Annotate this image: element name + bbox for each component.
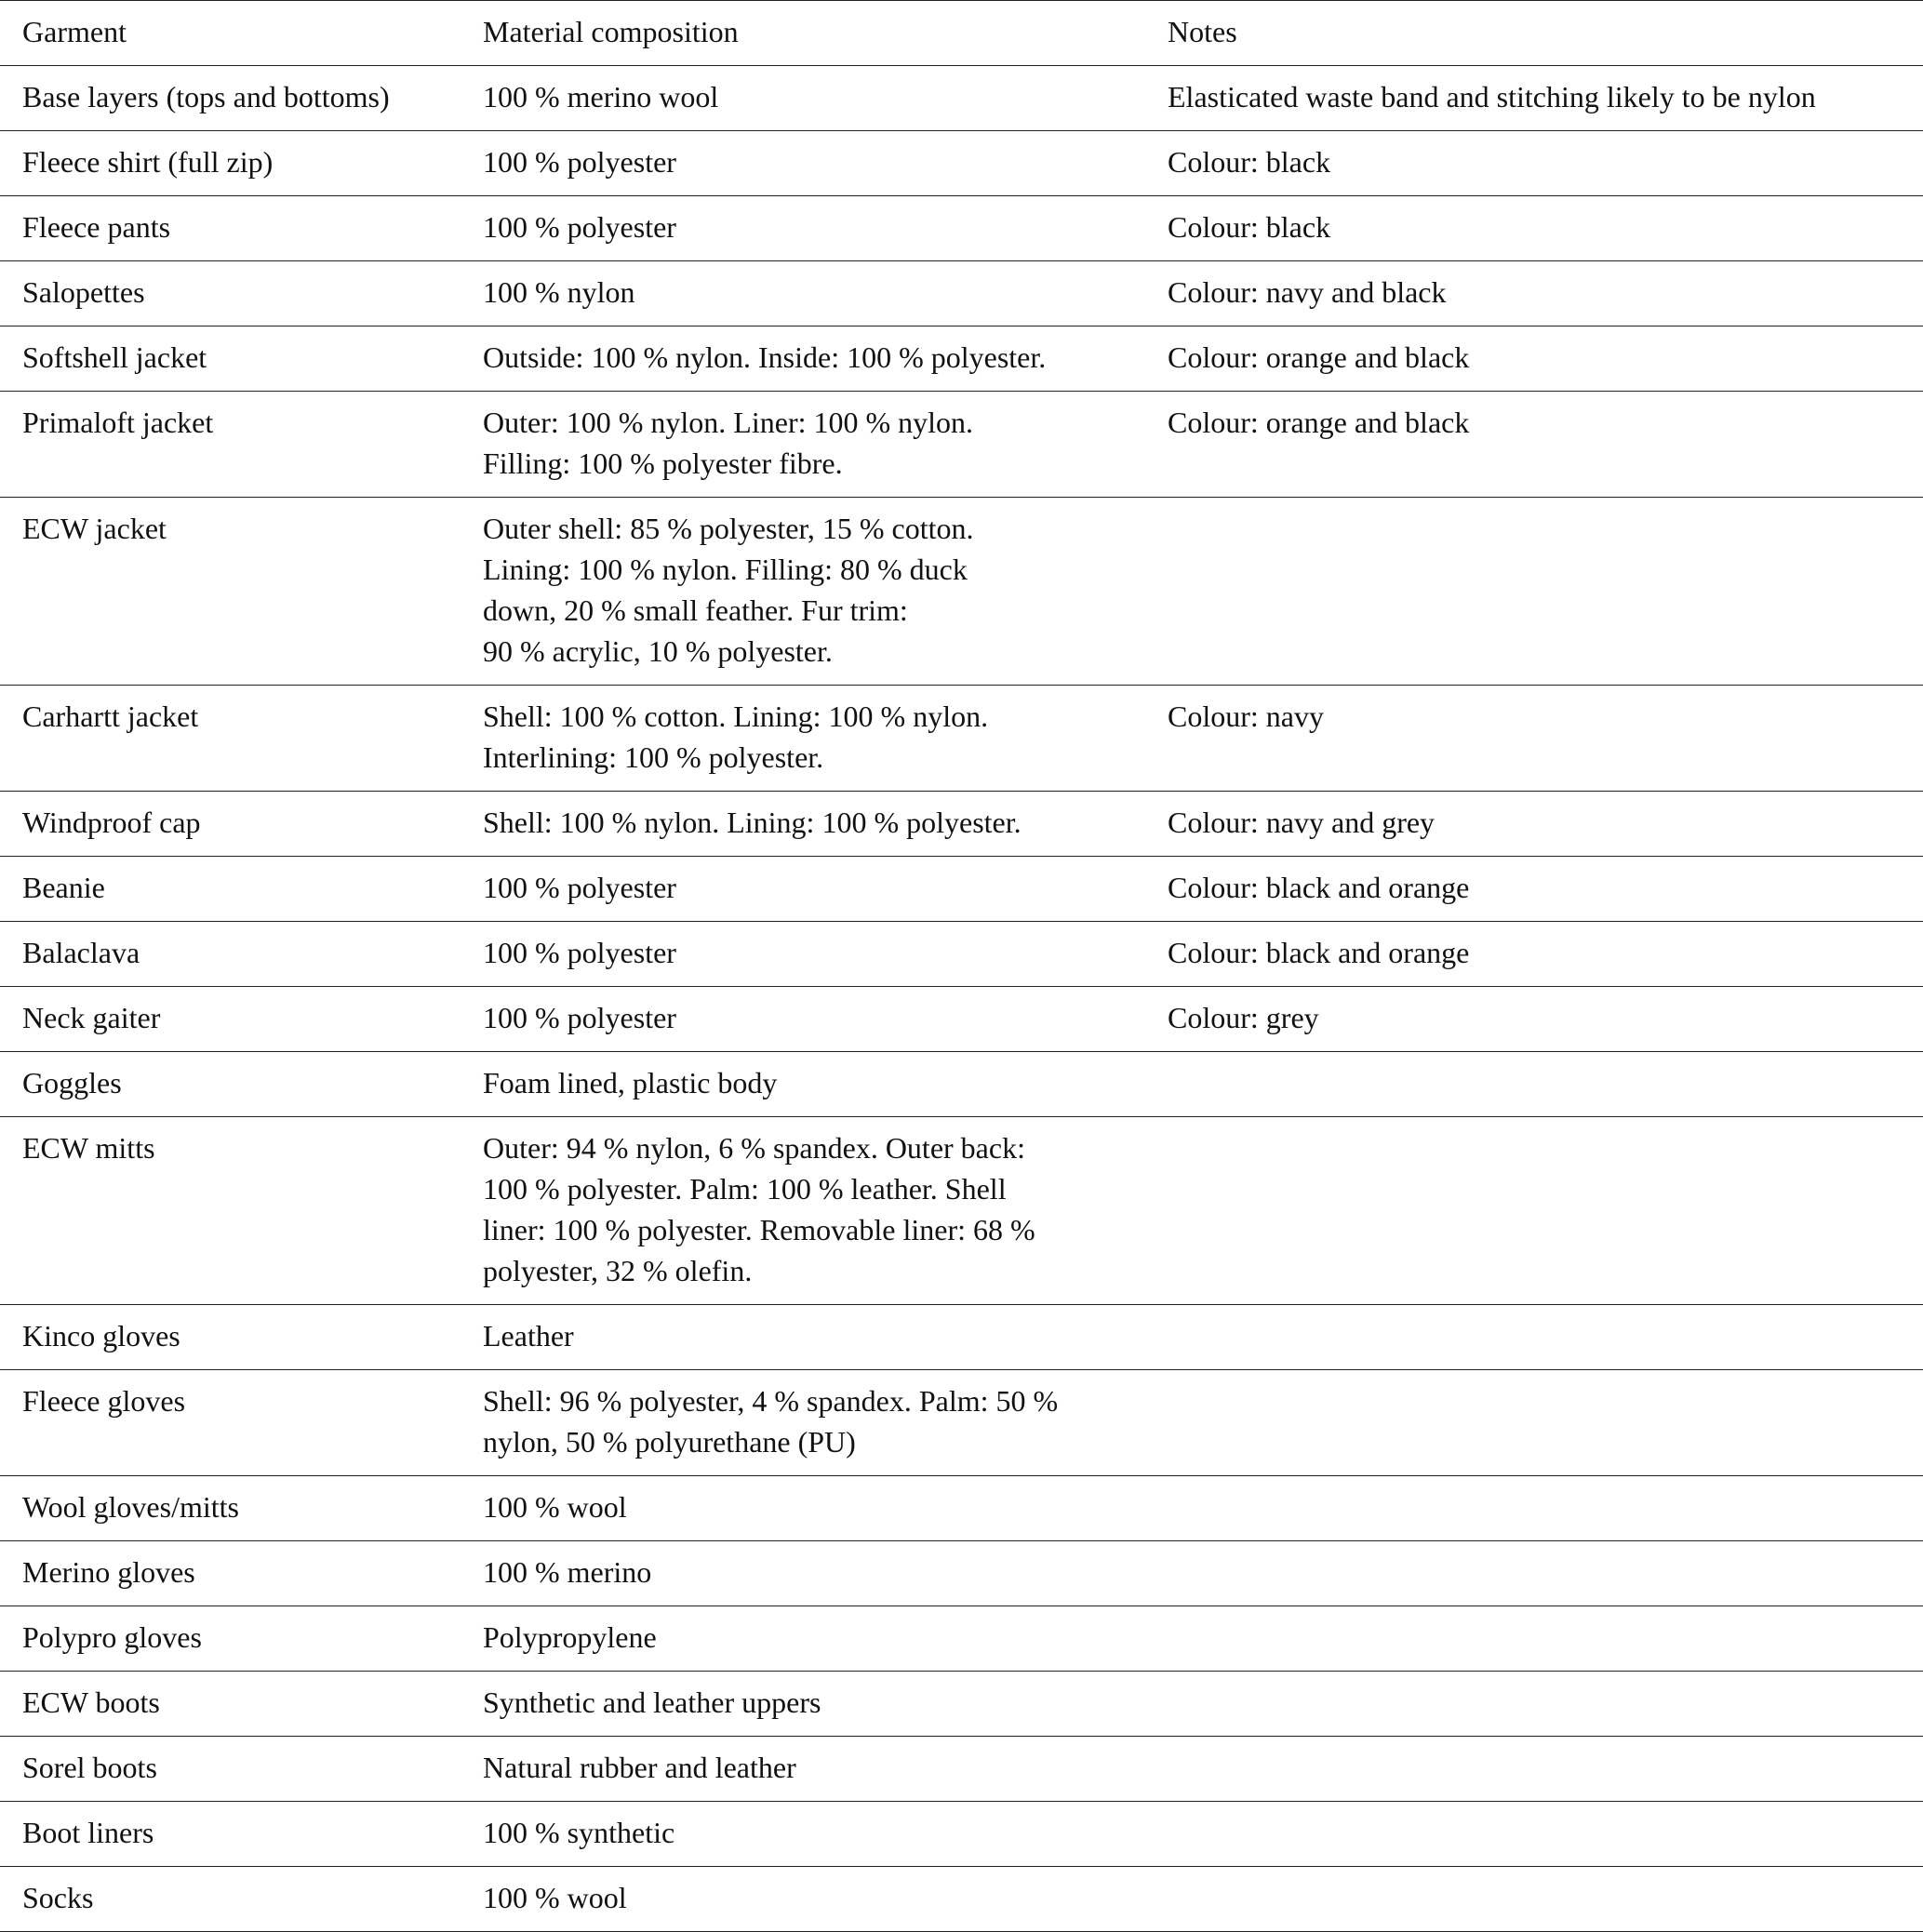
notes-cell [1168,1672,1923,1737]
garment-cell: Neck gaiter [22,1001,161,1034]
table-row [0,498,1923,686]
material-line: Outer: 100 % nylon. Liner: 100 % nylon. [483,406,974,439]
table-row [0,1606,1923,1672]
table-row [0,326,1923,392]
material-line: 100 % nylon [483,275,635,309]
material-line: 100 % polyester [483,1001,676,1034]
garment-cell: Sorel boots [22,1751,157,1784]
material-cell [461,1737,1168,1802]
material-cell [461,1802,1168,1867]
notes-cell: Colour: black and orange [1168,871,1470,904]
notes-cell [1168,1476,1923,1541]
garment-cell: Softshell jacket [22,340,207,374]
table-row [0,196,1923,261]
material-line: Foam lined, plastic body [483,1066,778,1099]
material-cell [461,326,1168,392]
material-cell [461,1672,1168,1737]
material-cell [461,1476,1168,1541]
header-garment: Garment [22,15,127,48]
notes-cell: Colour: black and orange [1168,936,1470,969]
material-cell [461,1052,1168,1117]
material-line: Shell: 100 % nylon. Lining: 100 % polyester. [483,806,1022,839]
material-cell [461,1541,1168,1606]
table-row [0,1370,1923,1476]
material-cell [461,392,1168,498]
table-row [0,1476,1923,1541]
material-line: Interlining: 100 % polyester. [483,740,824,774]
table-row [0,66,1923,131]
notes-cell [1168,1802,1923,1867]
header-row [0,1,1923,66]
garment-cell: ECW boots [22,1686,160,1719]
material-line: 100 % merino [483,1555,652,1589]
garment-cell: Socks [22,1881,94,1914]
material-line: 100 % polyester [483,210,676,244]
table-row [0,686,1923,792]
material-line: 100 % synthetic [483,1816,675,1849]
garment-cell: Fleece shirt (full zip) [22,145,274,179]
material-line: Shell: 100 % cotton. Lining: 100 % nylon. [483,700,989,733]
table-row [0,392,1923,498]
material-line: polyester, 32 % olefin. [483,1254,753,1287]
material-line: Lining: 100 % nylon. Filling: 80 % duck [483,553,968,586]
material-cell [461,987,1168,1052]
material-cell [461,1370,1168,1476]
header-material: Material composition [483,15,739,48]
material-cell [461,922,1168,987]
notes-cell [1168,1541,1923,1606]
table-row [0,857,1923,922]
material-cell [461,66,1168,131]
material-line: Natural rubber and leather [483,1751,796,1784]
material-line: Polypropylene [483,1620,657,1654]
notes-cell: Colour: navy and grey [1168,806,1436,839]
notes-cell [1168,1737,1923,1802]
material-line: down, 20 % small feather. Fur trim: [483,593,908,627]
notes-cell [1168,1117,1923,1305]
garment-cell: Balaclava [22,936,140,969]
table-row [0,1541,1923,1606]
material-cell [461,857,1168,922]
material-cell [461,1117,1168,1305]
notes-cell [1168,1370,1923,1476]
garment-cell: Wool gloves/mitts [22,1490,239,1524]
material-line: Filling: 100 % polyester fibre. [483,446,843,480]
notes-cell: Colour: orange and black [1168,340,1470,374]
garment-cell: Carhartt jacket [22,700,199,733]
material-cell [461,792,1168,857]
notes-cell: Colour: navy and black [1168,275,1447,309]
table-row [0,1305,1923,1370]
notes-cell [1168,1867,1923,1932]
table-row [0,1672,1923,1737]
material-line: Outer: 94 % nylon, 6 % spandex. Outer back: [483,1131,1025,1165]
table-row [0,922,1923,987]
material-cell [461,686,1168,792]
material-line: 100 % wool [483,1881,627,1914]
table-row [0,792,1923,857]
table-row [0,261,1923,326]
notes-cell: Colour: black [1168,210,1331,244]
table-row [0,1737,1923,1802]
garment-cell: Boot liners [22,1816,154,1849]
material-line: liner: 100 % polyester. Removable liner: 68 % [483,1213,1035,1246]
table-row [0,1117,1923,1305]
garment-cell: ECW jacket [22,512,167,545]
material-line: Shell: 96 % polyester, 4 % spandex. Palm: 50 % [483,1384,1059,1418]
garment-cell: Goggles [22,1066,122,1099]
garment-cell: Merino gloves [22,1555,195,1589]
header-notes: Notes [1168,15,1237,48]
notes-cell: Elasticated waste band and stitching likely to be nylon [1168,80,1816,113]
garment-cell: Fleece pants [22,210,171,244]
material-cell [461,1606,1168,1672]
material-line: 100 % polyester. Palm: 100 % leather. Shell [483,1172,1007,1206]
table-body [0,66,1923,1932]
table-row [0,987,1923,1052]
notes-cell [1168,1052,1923,1117]
garment-cell: Base layers (tops and bottoms) [22,80,390,113]
material-line: 100 % polyester [483,871,676,904]
material-line: 100 % polyester [483,936,676,969]
material-cell [461,498,1168,686]
table-row [0,1867,1923,1932]
notes-cell: Colour: grey [1168,1001,1319,1034]
material-line: 100 % merino wool [483,80,719,113]
material-line: Outside: 100 % nylon. Inside: 100 % polyester. [483,340,1047,374]
notes-cell [1168,498,1923,686]
garment-cell: Fleece gloves [22,1384,186,1418]
table-row [0,1802,1923,1867]
material-line: Leather [483,1319,574,1352]
garment-cell: Beanie [22,871,105,904]
material-cell [461,131,1168,196]
material-line: 100 % wool [483,1490,627,1524]
notes-cell [1168,1606,1923,1672]
garment-cell: Primaloft jacket [22,406,214,439]
material-line: nylon, 50 % polyurethane (PU) [483,1425,856,1459]
material-line: Synthetic and leather uppers [483,1686,821,1719]
material-cell [461,1867,1168,1932]
material-cell [461,196,1168,261]
notes-cell: Colour: black [1168,145,1331,179]
notes-cell [1168,1305,1923,1370]
material-line: 100 % polyester [483,145,676,179]
material-line: Outer shell: 85 % polyester, 15 % cotton. [483,512,974,545]
garment-cell: Windproof cap [22,806,201,839]
material-cell [461,1305,1168,1370]
material-line: 90 % acrylic, 10 % polyester. [483,634,833,668]
notes-cell: Colour: navy [1168,700,1324,733]
table-row [0,131,1923,196]
notes-cell: Colour: orange and black [1168,406,1470,439]
garment-cell: Polypro gloves [22,1620,202,1654]
table-row [0,1052,1923,1117]
garment-cell: Salopettes [22,275,145,309]
garment-cell: Kinco gloves [22,1319,180,1352]
garment-cell: ECW mitts [22,1131,155,1165]
material-cell [461,261,1168,326]
